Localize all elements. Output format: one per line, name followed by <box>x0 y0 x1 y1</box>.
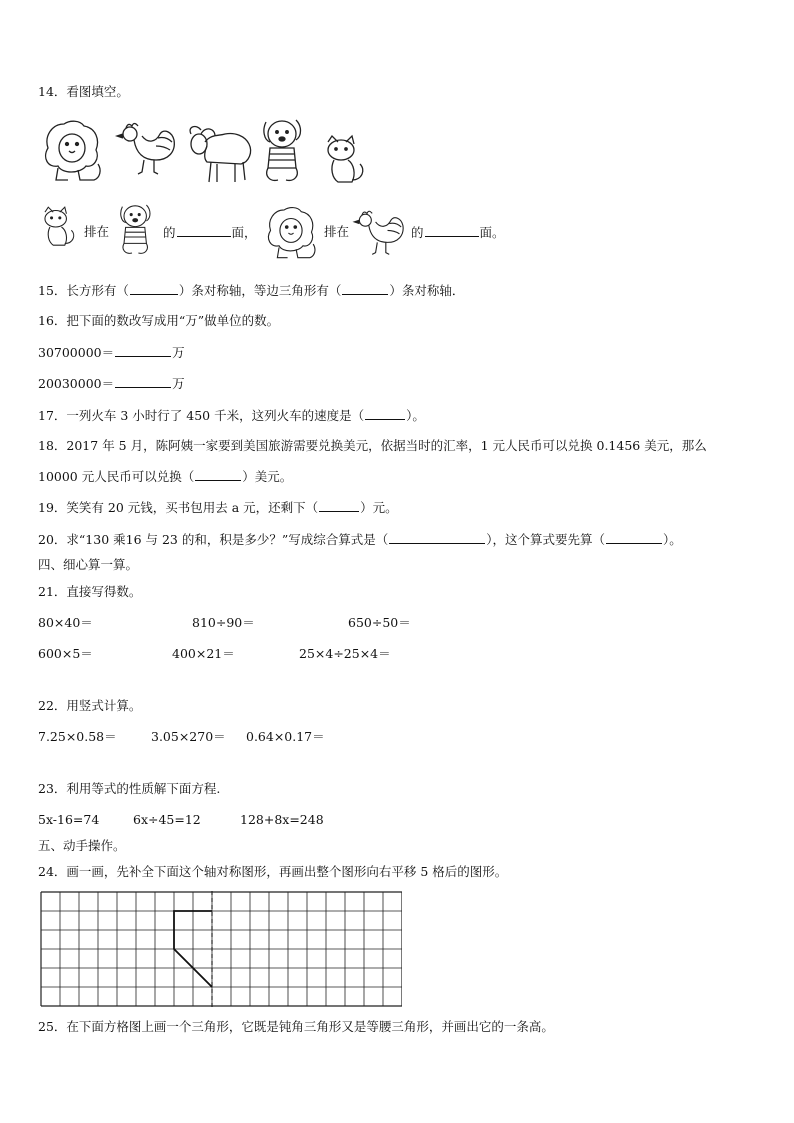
q14-blank-1[interactable] <box>177 224 231 237</box>
q19 <box>38 499 398 516</box>
hen-icon <box>112 118 180 180</box>
q19-text-a: 19．笑笑有 20 元钱，买书包用去 a 元，还剩下（ <box>38 500 319 515</box>
q21-title: 21．直接写得数。 <box>38 584 142 599</box>
q16-blank-2[interactable] <box>115 375 171 388</box>
q22-title: 22．用竖式计算。 <box>38 698 142 713</box>
q15-text-b: ）条对称轴，等边三角形有（ <box>178 283 342 298</box>
q17-text-a: 17．一列火车 3 小时行了 450 千米，这列火车的速度是（ <box>38 408 365 423</box>
q20-blank-1[interactable] <box>389 531 485 544</box>
q14-part1-c: 面， <box>231 225 257 240</box>
hen-icon <box>350 206 408 260</box>
grid-canvas[interactable] <box>40 891 402 1009</box>
q18-line1: 18．2017 年 5 月，陈阿姨一家要到美国旅游需要兑换美元，依据当时的汇率，1 元人民币可以兑换 0.1456 美元，那么 <box>38 438 707 453</box>
q16-line2-unit: 万 <box>172 376 185 391</box>
q21-item: 810÷90＝ <box>192 615 255 630</box>
puppy-icon <box>116 200 156 258</box>
q18-text-b: ）美元。 <box>242 469 293 484</box>
q23-title: 23．利用等式的性质解下面方程. <box>38 781 221 796</box>
q16-title: 16．把下面的数改写成用“万”做单位的数。 <box>38 313 280 328</box>
q18-blank[interactable] <box>195 468 241 481</box>
q21-item: 25×4÷25×4＝ <box>299 646 391 661</box>
q22-item: 0.64×0.17＝ <box>246 729 325 744</box>
sheep-icon <box>185 122 255 186</box>
lion-icon <box>38 118 106 184</box>
q16-blank-1[interactable] <box>115 344 171 357</box>
q15-text-c: ）条对称轴． <box>389 283 465 298</box>
q16-line1-unit: 万 <box>172 345 185 360</box>
q17-text-b: ）。 <box>406 408 425 423</box>
q21-item: 80×40＝ <box>38 615 93 630</box>
q14-part2-c: 面。 <box>479 225 505 240</box>
q14-part1-b: 的 <box>163 225 176 240</box>
q20-text-a: 20．求“130 乘16 与 23 的和，积是多少？”写成综合算式是（ <box>38 532 389 547</box>
cat-icon <box>322 134 368 186</box>
q16-line2 <box>38 375 185 392</box>
q19-text-b: ）元。 <box>360 500 398 515</box>
q20-text-b: ），这个算式要先算（ <box>486 532 606 547</box>
q14-part1-line <box>163 224 257 241</box>
q20 <box>38 531 682 548</box>
q25-title: 25．在下面方格图上画一个三角形，它既是钝角三角形又是等腰三角形，并画出它的一条高。 <box>38 1019 554 1034</box>
q20-text-c: ）。 <box>663 532 682 547</box>
q16-line1-number: 30700000＝ <box>38 345 115 360</box>
q15-blank-1[interactable] <box>130 282 178 295</box>
cat-icon <box>40 205 78 249</box>
q14-part2-a: 排在 <box>324 224 350 239</box>
q15-blank-2[interactable] <box>342 282 388 295</box>
q15 <box>38 282 464 299</box>
q15-text-a: 15．长方形有（ <box>38 283 129 298</box>
q16-line2-number: 20030000＝ <box>38 376 115 391</box>
lion-icon <box>262 204 320 262</box>
q14-part2-b: 的 <box>411 225 424 240</box>
q19-blank[interactable] <box>319 499 359 512</box>
q21-item: 400×21＝ <box>172 646 235 661</box>
q22-item: 3.05×270＝ <box>151 729 226 744</box>
q17 <box>38 407 425 424</box>
q14-blank-2[interactable] <box>425 224 479 237</box>
q14-part1-a: 排在 <box>84 224 110 239</box>
puppy-icon <box>258 114 308 186</box>
q20-blank-2[interactable] <box>606 531 662 544</box>
q14-part2-line <box>411 224 505 241</box>
q23-item: 6x÷45=12 <box>133 812 201 827</box>
q24-title: 24．画一画，先补全下面这个轴对称图形，再画出整个图形向右平移 5 格后的图形。 <box>38 864 508 879</box>
q18-text-a: 10000 元人民币可以兑换（ <box>38 469 195 484</box>
q21-item: 600×5＝ <box>38 646 93 661</box>
q16-line1 <box>38 344 185 361</box>
q18-line2 <box>38 468 292 485</box>
section-4-heading: 四、细心算一算。 <box>38 557 139 572</box>
section-5-heading: 五、动手操作。 <box>38 838 126 853</box>
q14-title: 14．看图填空。 <box>38 84 129 99</box>
q23-item: 128+8x=248 <box>240 812 324 827</box>
q24-grid[interactable] <box>40 891 402 1013</box>
q22-item: 7.25×0.58＝ <box>38 729 117 744</box>
q21-item: 650÷50＝ <box>348 615 411 630</box>
q23-item: 5x-16=74 <box>38 812 100 827</box>
q17-blank[interactable] <box>365 407 405 420</box>
